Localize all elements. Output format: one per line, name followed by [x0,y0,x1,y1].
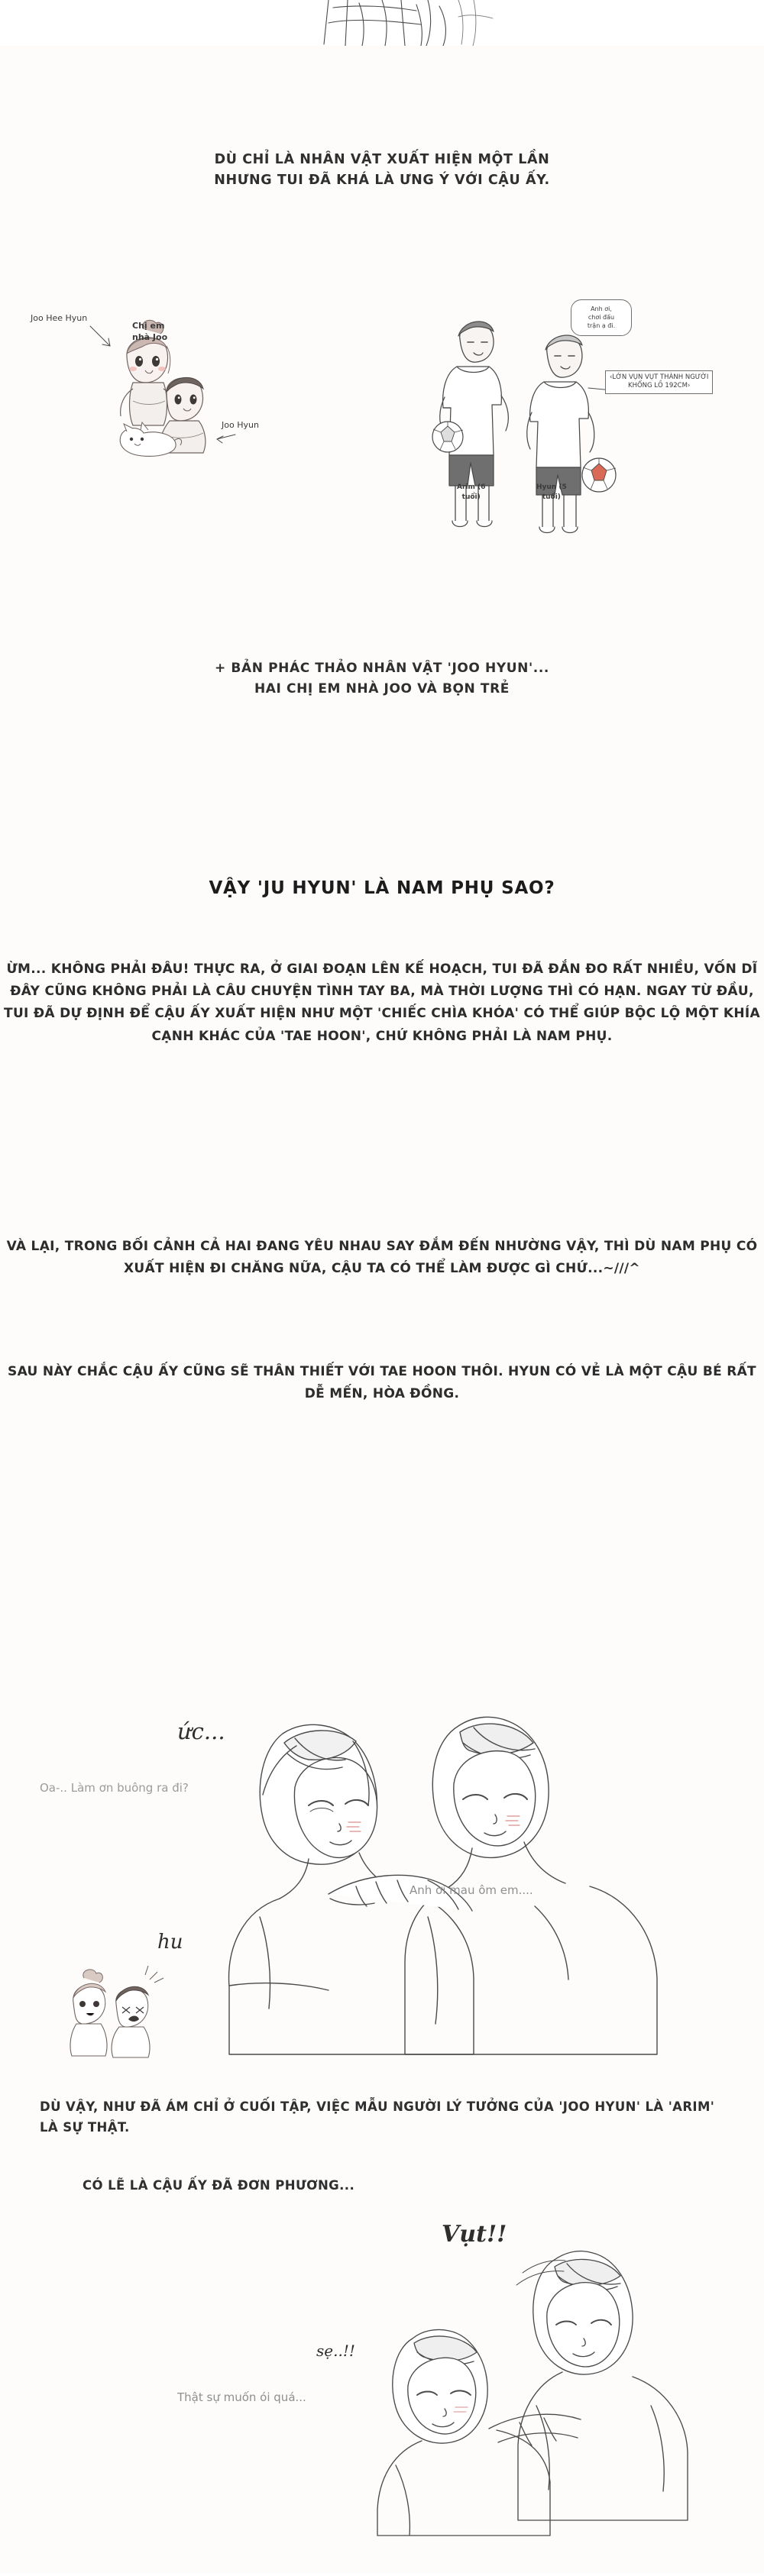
body3-line-3: LÀ MỘT CẬU BÉ RẤT DỄ MẾN, HÒA ĐỒNG. [304,1364,756,1402]
top-cropped-panel [0,0,764,46]
label-hyun-line-1: Hyun (5 [536,483,567,491]
sfx-vut: Vụt!! [442,2221,507,2248]
body-paragraph-1 [0,958,764,1048]
body1-line-7: CỦA 'TAE HOON', CHỨ KHÔNG PHẢI LÀ NAM PHỤ. [244,1028,613,1044]
body-paragraph-2 [0,1236,764,1280]
line-oa-lam-on: Oa-.. Làm ơn buông ra đi? [40,1781,189,1795]
body2-line-2: YÊU NHAU SAY ĐẮM ĐẾN NHƯỜNG VẬY, THÌ DÙ [304,1239,656,1254]
body1-line-3: CŨNG KHÔNG PHẢI LÀ CÂU CHUYỆN TÌNH TAY BA, MÀ [44,984,444,1000]
body3-line-1: SAU NÀY CHẮC CẬU ẤY CŨNG SẼ THÂN [8,1364,296,1379]
body1-line-1: ỪM... KHÔNG PHẢI ĐÂU! THỰC RA, Ở GIAI ĐOẠN LÊN [6,962,400,977]
label-joo-hyun: Joo Hyun [222,420,259,430]
sketch-caption-line-1: + BẢN PHÁC THẢO NHÂN VẬT 'JOO HYUN'... [215,661,549,676]
main-illustration-panel [0,1642,764,2100]
character-sketch-area [0,283,764,642]
body-paragraph-3 [0,1361,764,1405]
label-joo-hee-hyun: Joo Hee Hyun [31,313,88,323]
bubble-line-2: chơi đấu [588,313,615,321]
bubble-line-3: trận ạ đi. [587,322,616,329]
line-that-su-muon-oi: Thật sự muốn ói quá... [177,2390,306,2404]
label-hyun [536,483,567,502]
bottom1-line-1: DÙ VẬY, NHƯ ĐÃ ÁM CHỈ Ở CUỐI TẬP, VIỆC MẪU NGƯỜI [40,2099,442,2114]
bottom-caption-2 [83,2175,740,2196]
top-panel-art [0,0,764,46]
kids-soccer-art [413,305,703,558]
note-box-height [605,370,713,394]
sfx-hu: hu [157,1931,183,1954]
label-arim-line-2: tuổi) [461,493,481,501]
note-box-line-2: KHỔNG LỒ 192CM› [628,382,691,390]
body1-line-6: KHÓA' CÓ THỂ GIÚP BỘC LỘ MỘT KHÍA CẠNH KHÁC [151,1006,760,1044]
label-hyun-line-2: tuổi) [542,493,561,501]
body3-line-2: THIẾT VỚI TAE HOON THÔI. HYUN CÓ VẺ [299,1364,601,1379]
sketch-caption-line-2: HAI CHỊ EM NHÀ JOO VÀ BỌN TRẺ [254,681,510,697]
bubble-line-1: Anh ơi, [591,305,612,312]
intro-caption-line-2: NHƯNG TUI ĐÃ KHÁ LÀ ƯNG Ý VỚI CẬU ẤY. [214,173,550,189]
sfx-uc: ức... [177,1718,225,1744]
joo-siblings-chibi-art [53,309,313,523]
body2-line-3: NAM PHỤ CÓ XUẤT HIỆN ĐI CHĂNG NỮA, CẬU TA [124,1239,758,1277]
sketch-caption [0,658,764,700]
intro-caption [0,150,764,191]
label-chi-em-nha-joo [132,321,167,344]
bottom-illustration-panel [0,2199,764,2573]
bottom2-line-1: CÓ LẼ LÀ CẬU ẤY ĐÃ ĐƠN PHƯƠNG... [83,2178,355,2193]
bottom1-line-2: LÝ TƯỞNG CỦA 'JOO HYUN' LÀ 'ARIM' LÀ SỰ THẬT. [40,2099,715,2135]
sfx-se: sẹ..!! [316,2342,355,2360]
section-heading: VẬY 'JU HYUN' LÀ NAM PHỤ SAO? [209,878,555,898]
label-arim [457,483,485,502]
bottom-caption-1 [40,2096,727,2138]
body1-line-2: KẾ HOẠCH, TUI ĐÃ ĐẮN ĐO RẤT NHIỀU, VỐN DĨ ĐÂY [10,962,758,1000]
bottom-illustration-art [0,2199,764,2573]
line-anh-oi: Anh ơi mau ôm em.... [410,1883,533,1897]
main-illustration-art [0,1642,764,2100]
intro-caption-line-1: DÙ CHỈ LÀ NHÂN VẬT XUẤT HIỆN MỘT LẦN [214,152,550,167]
body2-line-4: CÓ THỂ LÀM ĐƯỢC GÌ CHỨ...~///^ [390,1261,640,1277]
label-chi-em-line-1: Chị em [132,321,165,331]
label-chi-em-line-2: nhà Joo [132,331,168,342]
body1-line-4: THỜI LƯỢNG THÌ CÓ HẠN. NGAY TỪ ĐẦU, TUI ĐÃ DỰ [4,984,754,1022]
body1-line-5: ĐỊNH ĐỂ CẬU ẤY XUẤT HIỆN NHƯ MỘT 'CHIẾC CHÌA [86,1006,468,1022]
label-arim-line-1: Arim (6 [457,483,486,491]
body2-line-1: VÀ LẠI, TRONG BỐI CẢNH CẢ HAI ĐANG [6,1239,300,1254]
note-box-line-1: ‹LỚN VỤN VỤT THÀNH NGƯỜI [610,373,709,381]
kids-speech-bubble [571,299,632,336]
